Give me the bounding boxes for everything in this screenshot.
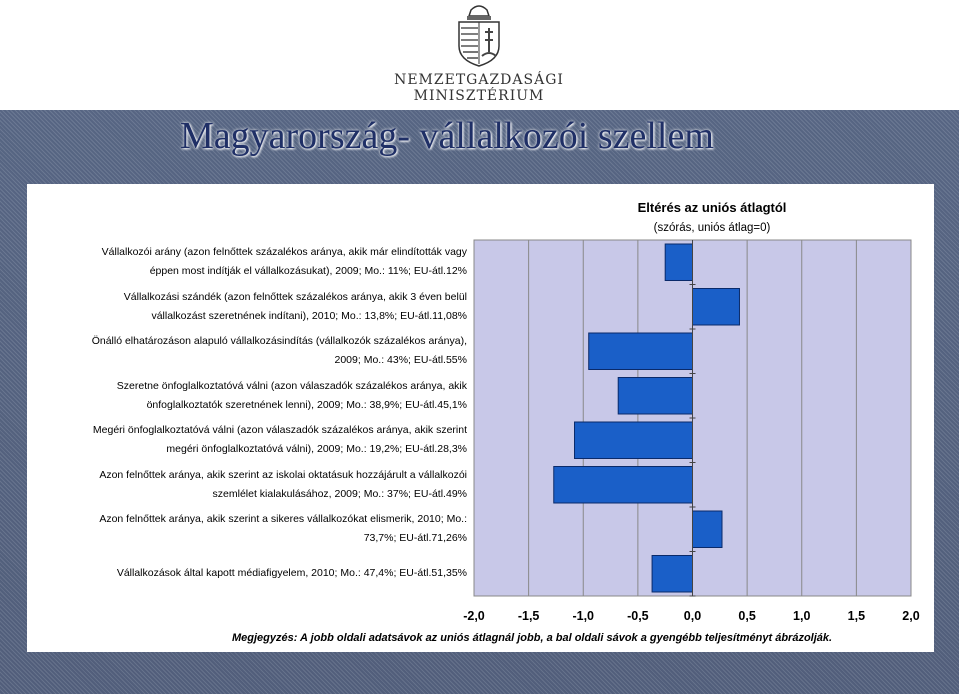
category-label [27, 421, 467, 459]
x-tick-label: -2,0 [463, 609, 485, 623]
category-label-line: megéri önfoglalkoztatóvá válni), 2009; Mo.: 19,2%; EU-átl.28,3% [166, 443, 467, 456]
x-tick-label: -1,5 [517, 609, 540, 623]
category-label-line: Vállalkozói arány (azon felnőttek százalékos aránya, akik már elindították vagy [101, 246, 467, 259]
category-label-line: Vállalkozások által kapott médiafigyelem, 2010; Mo.: 47,4%; EU-átl.51,35% [116, 567, 467, 580]
category-label [27, 377, 467, 415]
x-tick-label: 0,5 [738, 609, 756, 623]
category-label-line: 73,7%; EU-átl.71,26% [363, 532, 467, 545]
bar [589, 333, 693, 369]
bar [693, 289, 740, 325]
ministry-line1: NEMZETGAZDASÁGI [394, 72, 564, 88]
category-label-line: önfoglalkoztatók szeretnének lenni), 2009; Mo.: 38,9%; EU-átl.45,1% [146, 398, 467, 411]
chart-note: Megjegyzés: A jobb oldali adatsávok az uniós átlagnál jobb, a bal oldali sávok a gyengébb teljesítményt ábrázolják. [232, 632, 833, 644]
x-tick-label: -1,0 [572, 609, 595, 623]
bar [665, 244, 692, 280]
category-label-line: Megéri önfoglalkoztatóvá válni (azon válaszadók százalékos aránya, akik szerint [92, 424, 467, 437]
x-tick-label: 1,0 [793, 609, 811, 623]
bar [575, 422, 693, 458]
bar [554, 467, 693, 503]
bar [618, 378, 692, 414]
category-label-line: Szeretne önfoglalkoztatóvá válni (azon válaszadók százalékos aránya, akik [116, 379, 467, 392]
category-label [27, 564, 467, 583]
chart-panel [27, 184, 934, 652]
ministry-name [376, 72, 582, 104]
category-label-line: Azon felnőttek aránya, akik szerint az iskolai oktatásuk hozzájárult a vállalkozói [99, 468, 467, 481]
category-label-line: Önálló elhatározáson alapuló vállalkozásindítás (vállalkozók százalékos aránya), [91, 335, 467, 348]
bar [652, 556, 692, 592]
x-tick-label: 0,0 [683, 609, 702, 623]
x-tick-label: 2,0 [902, 609, 920, 623]
category-label-line: Azon felnőttek aránya, akik szerint a sikeres vállalkozókat elismerik, 2010; Mo.: [99, 513, 467, 526]
category-label [27, 332, 467, 370]
x-tick-label: -0,5 [627, 609, 649, 623]
category-label-line: éppen most indítják el vállalkozásukat), 2009; Mo.: 11%; EU-átl.12% [149, 265, 467, 278]
category-label [27, 288, 467, 326]
slide-title: Magyarország- vállalkozói szellem [180, 115, 714, 157]
category-label [27, 243, 467, 281]
chart-title: Eltérés az uniós átlagtól [637, 200, 787, 215]
category-label-line: Vállalkozási szándék (azon felnőttek százalékos aránya, akik 3 éven belül [123, 290, 467, 303]
chart-subtitle: (szórás, uniós átlag=0) [653, 222, 771, 234]
category-label-line: szemlélet kialakulásához, 2009; Mo.: 37%; EU-átl.49% [212, 487, 467, 500]
coat-of-arms-icon [449, 2, 509, 68]
x-tick-label: 1,5 [847, 609, 866, 623]
ministry-line2: MINISZTÉRIUM [413, 88, 545, 104]
category-label-line: 2009; Mo.: 43%; EU-átl.55% [334, 354, 467, 367]
category-label [27, 466, 467, 504]
bar [693, 511, 722, 547]
category-label-line: vállalkozást szeretnének indítani), 2010; Mo.: 13,8%; EU-átl.11,08% [151, 309, 467, 322]
category-label [27, 510, 467, 548]
